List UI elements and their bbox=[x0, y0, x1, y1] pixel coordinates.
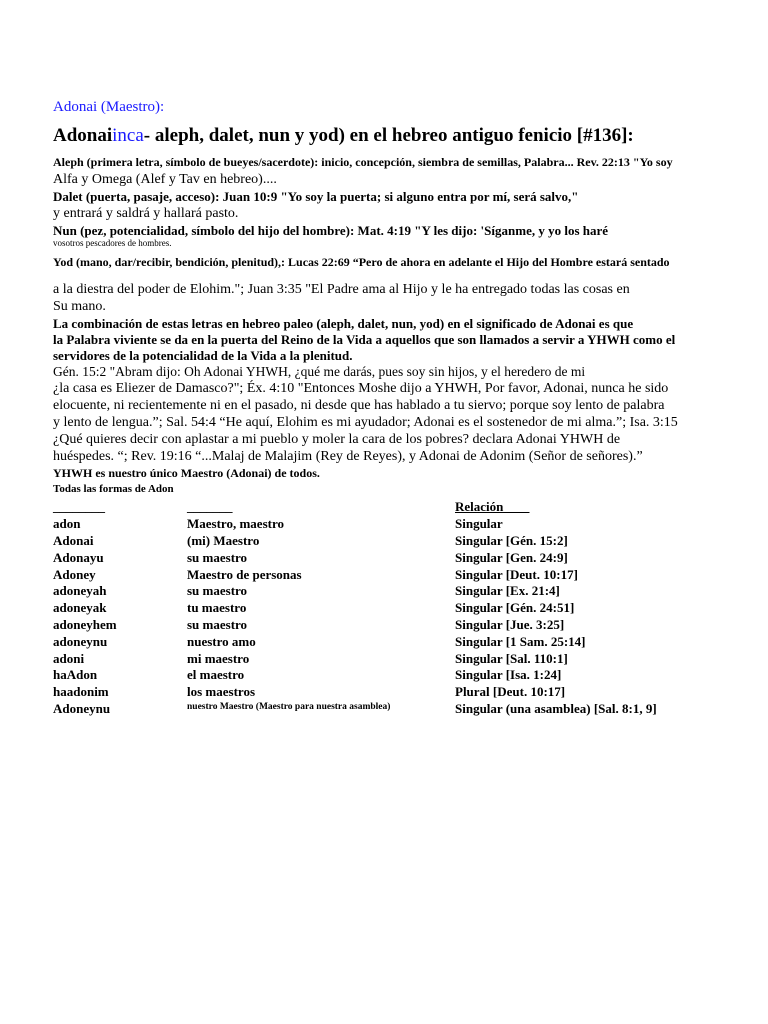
table-row bbox=[53, 601, 753, 617]
aleph-line-2: Alfa y Omega (Alef y Tav en hebreo).... bbox=[53, 172, 277, 187]
combination-line-1: La combinación de estas letras en hebreo paleo (aleph, dalet, nun, yod) en el significado de Adonai es que bbox=[53, 316, 634, 331]
quote-line-2: ¿la casa es Eliezer de Damasco?"; Éx. 4:10 "Entonces Moshe dijo a YHWH, Por favor, Adonai, nunca he sido bbox=[53, 381, 669, 396]
meaning-cell: tu maestro bbox=[187, 600, 247, 615]
meaning-cell: Maestro, maestro bbox=[187, 516, 284, 531]
meaning-cell: Maestro de personas bbox=[187, 567, 302, 582]
table-header bbox=[53, 500, 753, 516]
form-cell: Adoneynu bbox=[53, 701, 111, 716]
table-row bbox=[53, 584, 753, 600]
relation-cell: Singular [Sal. 110:1] bbox=[455, 651, 568, 666]
relation-cell: Singular [Jue. 3:25] bbox=[455, 617, 565, 632]
relation-cell: Singular [1 Sam. 25:14] bbox=[455, 634, 586, 649]
table-row bbox=[53, 685, 753, 701]
form-cell: Adonai bbox=[53, 533, 94, 548]
table-row bbox=[53, 534, 753, 550]
relation-cell: Plural [Deut. 10:17] bbox=[455, 684, 566, 699]
dalet-line-1: Dalet (puerta, pasaje, acceso): Juan 10:9 "Yo soy la puerta; si alguno entra por mí, será salvo," bbox=[53, 189, 579, 204]
relation-cell: Singular bbox=[455, 516, 503, 531]
table-row bbox=[53, 702, 753, 718]
form-cell: adoneyah bbox=[53, 583, 107, 598]
relation-cell: Singular [Isa. 1:24] bbox=[455, 667, 562, 682]
table-row bbox=[53, 668, 753, 684]
form-cell: haAdon bbox=[53, 667, 98, 682]
meaning-cell: su maestro bbox=[187, 583, 248, 598]
meaning-cell: su maestro bbox=[187, 617, 248, 632]
table-row bbox=[53, 618, 753, 634]
relation-cell: Singular [Gén. 24:51] bbox=[455, 600, 575, 615]
table-row bbox=[53, 635, 753, 651]
meaning-cell: su maestro bbox=[187, 550, 248, 565]
form-cell: adoneyak bbox=[53, 600, 107, 615]
title-suffix: inca bbox=[112, 125, 144, 146]
meaning-cell: los maestros bbox=[187, 684, 256, 699]
quote-line-4: y lento de lengua.”; Sal. 54:4 “He aquí, Elohim es mi ayudador; Adonai es el sostenedor de mi alma.”; Isa. 3:15 bbox=[53, 415, 678, 430]
relation-cell: Singular [Gén. 15:2] bbox=[455, 533, 568, 548]
relation-cell: Singular (una asamblea) [Sal. 8:1, 9] bbox=[455, 701, 657, 716]
form-cell: adon bbox=[53, 516, 81, 531]
dalet-line-2: y entrará y saldrá y hallará pasto. bbox=[53, 206, 239, 221]
table-row bbox=[53, 652, 753, 668]
forms-heading: Todas las formas de Adon bbox=[53, 483, 174, 495]
combination-line-3: servidores de la potencialidad de la Vida a la plenitud. bbox=[53, 348, 353, 363]
quote-line-6: huéspedes. “; Rev. 19:16 “...Malaj de Malajim (Rey de Reyes), y Adonai de Adonim (Señor de señores).” bbox=[53, 449, 643, 464]
nun-line-2: vosotros pescadores de hombres. bbox=[53, 238, 172, 248]
aleph-line-1: Aleph (primera letra, símbolo de bueyes/sacerdote): inicio, concepción, siembra de semillas, Palabra... Rev. 22:13 "Yo soy bbox=[53, 155, 673, 169]
table-row bbox=[53, 551, 753, 567]
header-blank-2: _______ bbox=[187, 499, 233, 514]
meaning-cell: (mi) Maestro bbox=[187, 533, 260, 548]
quote-line-3: elocuente, ni recientemente ni en el pasado, ni desde que has hablado a tu siervo; porque soy lento de palabra bbox=[53, 398, 665, 413]
yod-line-3: Su mano. bbox=[53, 299, 106, 314]
title-rest: - aleph, dalet, nun y yod) en el hebreo antiguo fenicio [#136]: bbox=[143, 125, 634, 146]
header-relation: Relación____ bbox=[455, 499, 530, 514]
section-heading: Adonai (Maestro): bbox=[53, 99, 165, 115]
combination-line-2: la Palabra viviente se da en la puerta del Reino de la Vida a aquellos que son llamados a servir a YHWH como el bbox=[53, 332, 676, 347]
relation-cell: Singular [Gen. 24:9] bbox=[455, 550, 568, 565]
relation-cell: Singular [Ex. 21:4] bbox=[455, 583, 560, 598]
form-cell: adoneynu bbox=[53, 634, 108, 649]
meaning-cell: mi maestro bbox=[187, 651, 250, 666]
form-cell: adoni bbox=[53, 651, 85, 666]
form-cell: adoneyhem bbox=[53, 617, 117, 632]
yhwh-statement: YHWH es nuestro único Maestro (Adonai) de todos. bbox=[53, 466, 320, 480]
title-word: Adonai bbox=[53, 125, 113, 146]
yod-line-2: a la diestra del poder de Elohim."; Juan 3:35 "El Padre ama al Hijo y le ha entregado todas las cosas en bbox=[53, 282, 630, 297]
nun-line-1: Nun (pez, potencialidad, símbolo del hijo del hombre): Mat. 4:19 "Y les dijo: 'Síganme, y yo los haré bbox=[53, 223, 609, 238]
quote-line-5: ¿Qué quieres decir con aplastar a mi pueblo y moler la cara de los pobres? declara Adonai YHWH de bbox=[53, 432, 621, 447]
table-row bbox=[53, 568, 753, 584]
quote-line-1: Gén. 15:2 "Abram dijo: Oh Adonai YHWH, ¿qué me darás, pues soy sin hijos, y el heredero de mi bbox=[53, 364, 586, 379]
form-cell: Adonayu bbox=[53, 550, 104, 565]
meaning-cell: el maestro bbox=[187, 667, 245, 682]
meaning-cell: nuestro Maestro (Maestro para nuestra asamblea) bbox=[187, 702, 391, 712]
meaning-cell: nuestro amo bbox=[187, 634, 256, 649]
yod-line-1: Yod (mano, dar/recibir, bendición, plenitud),: Lucas 22:69 “Pero de ahora en adelante el Hijo del Hombre estará sentado bbox=[53, 255, 670, 269]
header-blank-1: ________ bbox=[53, 499, 105, 514]
form-cell: Adoney bbox=[53, 567, 96, 582]
table-row bbox=[53, 517, 753, 533]
relation-cell: Singular [Deut. 10:17] bbox=[455, 567, 578, 582]
page-title bbox=[53, 126, 634, 145]
form-cell: haadonim bbox=[53, 684, 109, 699]
